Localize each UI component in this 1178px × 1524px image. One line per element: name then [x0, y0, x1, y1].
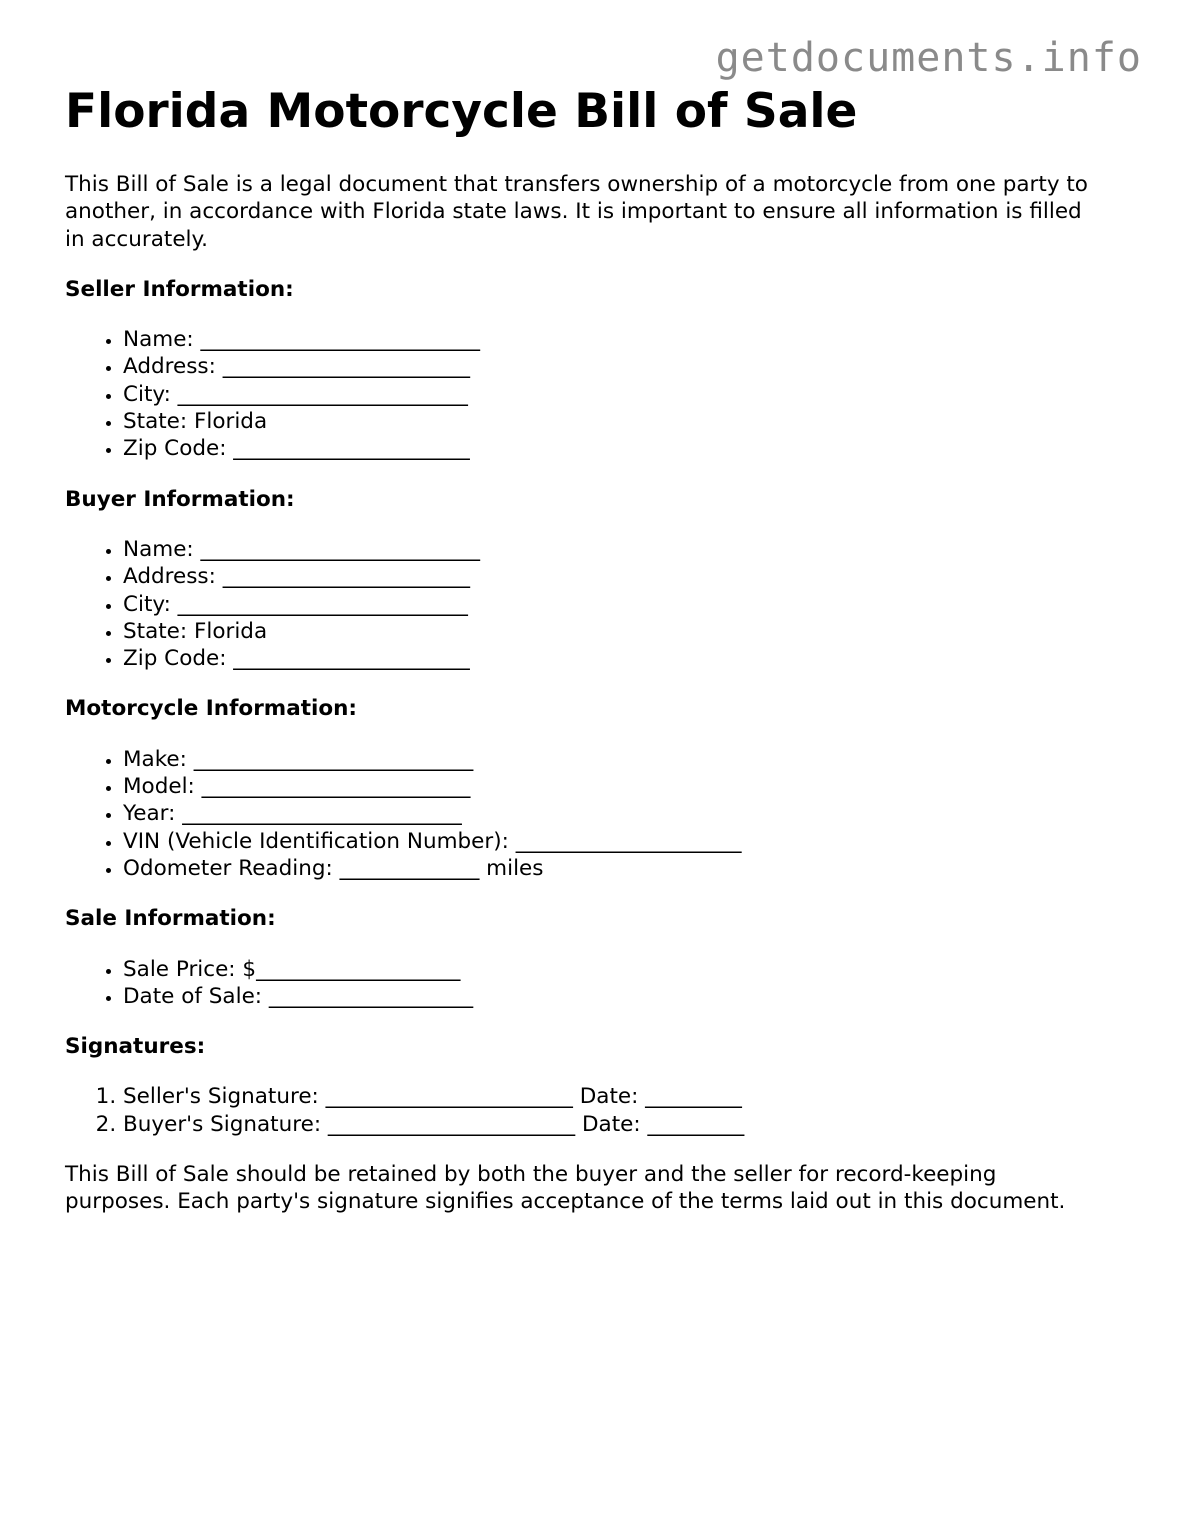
- signatures-list: [65, 1083, 1105, 1138]
- seller-name-field: • Name: __________________________: [123, 326, 1105, 353]
- signatures-heading: Signatures:: [65, 1034, 206, 1060]
- seller-list: [65, 326, 1105, 462]
- intro-paragraph: This Bill of Sale is a legal document that transfers ownership of a motorcycle from one party to another, in accordance with Florida state laws. It is important to ensure all information is filled in accurately.: [65, 172, 1088, 252]
- buyer-zip-field: • Zip Code: ______________________: [123, 645, 1105, 672]
- seller-zip-field: • Zip Code: ______________________: [123, 435, 1105, 462]
- motorcycle-year-field: • Year: __________________________: [123, 800, 1105, 827]
- document-title: Florida Motorcycle Bill of Sale: [65, 84, 858, 139]
- buyer-name-field: • Name: __________________________: [123, 536, 1105, 563]
- motorcycle-model-field: • Model: _________________________: [123, 773, 1105, 800]
- seller-state-field: • State: Florida: [123, 408, 1105, 435]
- motorcycle-odometer-field: • Odometer Reading: _____________ miles: [123, 855, 1105, 882]
- motorcycle-make-field: • Make: __________________________: [123, 746, 1105, 773]
- sale-date-field: • Date of Sale: ___________________: [123, 983, 1105, 1010]
- document-body: [65, 171, 1105, 1239]
- buyer-address-field: • Address: _______________________: [123, 563, 1105, 590]
- sale-heading: Sale Information:: [65, 906, 276, 932]
- motorcycle-heading: Motorcycle Information:: [65, 696, 358, 722]
- seller-address-field: • Address: _______________________: [123, 353, 1105, 380]
- motorcycle-list: [65, 746, 1105, 882]
- seller-city-field: • City: ___________________________: [123, 381, 1105, 408]
- seller-signature-line: 1. Seller's Signature: _______________________ Date: _________: [123, 1083, 1105, 1110]
- motorcycle-vin-field: • VIN (Vehicle Identification Number): _____________________: [123, 828, 1105, 855]
- sale-list: [65, 956, 1105, 1011]
- buyer-signature-line: 2. Buyer's Signature: _______________________ Date: _________: [123, 1111, 1105, 1138]
- closing-paragraph: This Bill of Sale should be retained by both the buyer and the seller for record-keeping purposes. Each party's signature signifies acceptance of the terms laid out in this document.: [65, 1162, 1066, 1215]
- buyer-city-field: • City: ___________________________: [123, 591, 1105, 618]
- buyer-state-field: • State: Florida: [123, 618, 1105, 645]
- buyer-list: [65, 536, 1105, 672]
- sale-price-field: • Sale Price: $___________________: [123, 956, 1105, 983]
- buyer-heading: Buyer Information:: [65, 486, 295, 512]
- watermark: getdocuments.info: [715, 35, 1142, 81]
- seller-heading: Seller Information:: [65, 276, 294, 302]
